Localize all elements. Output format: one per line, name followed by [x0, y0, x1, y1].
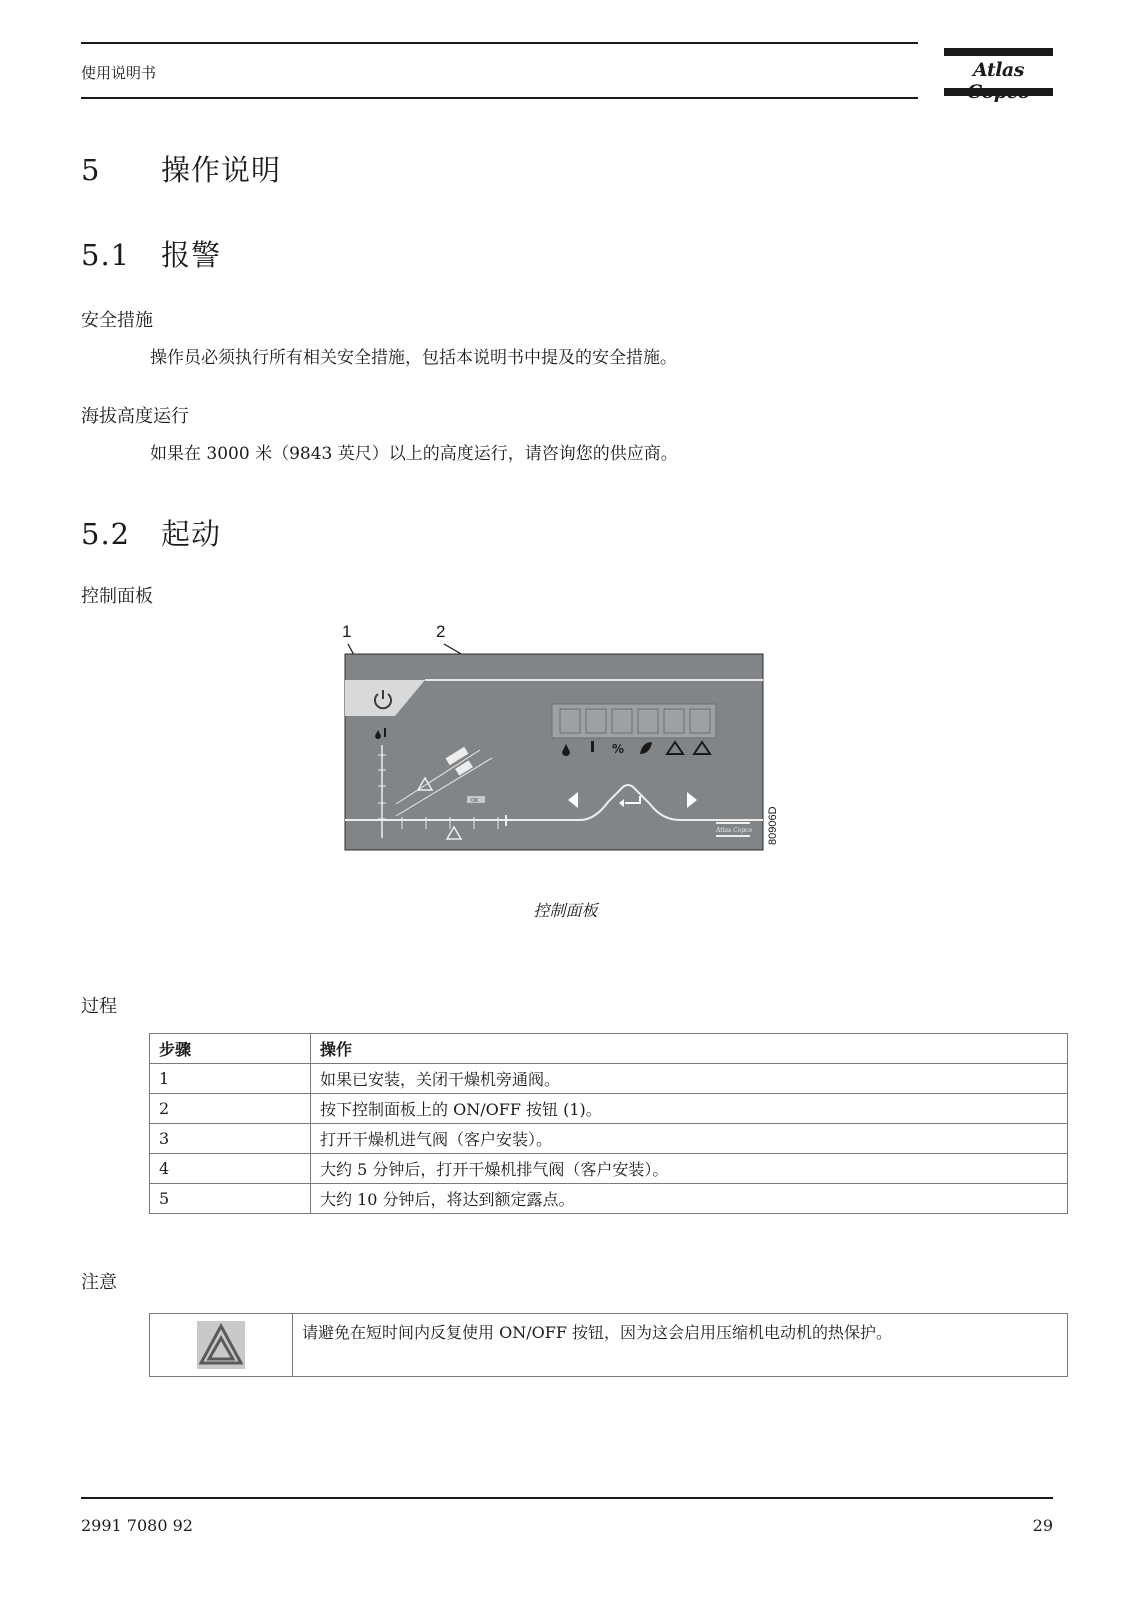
- panel-brand-bar-top: [716, 822, 750, 824]
- table-row: [150, 1094, 1068, 1124]
- action-cell: 大约 5 分钟后，打开干燥机排气阀（客户安装）。: [311, 1154, 1068, 1184]
- header-bottom-rule: [81, 97, 918, 99]
- panel-brand: Atlas Copco: [716, 827, 753, 834]
- header-doc-title: 使用说明书: [81, 64, 157, 82]
- altitude-text: 如果在 3000 米（9843 英尺）以上的高度运行，请咨询您的供应商。: [150, 444, 678, 464]
- table-row: [150, 1064, 1068, 1094]
- step-cell: 2: [150, 1094, 311, 1124]
- procedure-table: [149, 1033, 1068, 1214]
- section-title: 起动: [161, 517, 222, 551]
- atlas-copco-logo: [944, 48, 1053, 100]
- section-number: 5: [81, 153, 101, 187]
- section-number: 5.1: [81, 238, 131, 272]
- altitude-heading: 海拔高度运行: [81, 406, 189, 427]
- table-header-row: [150, 1034, 1068, 1064]
- humidity-icon: %: [612, 742, 625, 756]
- control-panel-heading: 控制面板: [81, 586, 153, 607]
- footer-page-number: 29: [1032, 1516, 1053, 1535]
- section-number: 5.2: [81, 517, 131, 551]
- section-5-2-heading: [81, 512, 221, 553]
- logo-text: Atlas: [973, 59, 1024, 81]
- thermometer-icon: [591, 741, 594, 752]
- control-panel-figure: [340, 620, 800, 870]
- safety-heading: 安全措施: [81, 310, 153, 331]
- step-cell: 4: [150, 1154, 311, 1184]
- figure-code: 80906D: [767, 806, 779, 845]
- panel-brand-bar-bottom: [716, 835, 750, 837]
- note-text: 请避免在短时间内反复使用 ON/OFF 按钮，因为这会启用压缩机电动机的热保护。: [293, 1314, 1068, 1377]
- procedure-heading: 过程: [81, 996, 117, 1017]
- note-row: [150, 1314, 1068, 1377]
- action-cell: 按下控制面板上的 ON/OFF 按钮 (1)。: [311, 1094, 1068, 1124]
- safety-text: 操作员必须执行所有相关安全措施，包括本说明书中提及的安全措施。: [150, 348, 677, 368]
- col-step-header: 步骤: [150, 1034, 311, 1064]
- footer-rule: [81, 1497, 1053, 1499]
- step-cell: 5: [150, 1184, 311, 1214]
- note-heading: 注意: [81, 1272, 117, 1293]
- col-action-header: 操作: [311, 1034, 1068, 1064]
- note-icon-cell: [150, 1314, 293, 1377]
- ok-label: OK: [471, 798, 479, 804]
- header-top-rule: [81, 42, 918, 44]
- table-row: [150, 1124, 1068, 1154]
- section-5-1-heading: [81, 233, 221, 274]
- action-cell: 打开干燥机进气阀（客户安装）。: [311, 1124, 1068, 1154]
- step-cell: 1: [150, 1064, 311, 1094]
- section-5-heading: [81, 148, 281, 189]
- section-title: 操作说明: [161, 153, 282, 187]
- callout-1: 1: [342, 622, 352, 641]
- table-row: [150, 1154, 1068, 1184]
- figure-caption: 控制面板: [533, 901, 598, 920]
- warning-triangle-icon: [197, 1321, 245, 1369]
- axis-thermometer-icon: [505, 815, 507, 826]
- note-table: [149, 1313, 1068, 1377]
- action-cell: 如果已安装，关闭干燥机旁通阀。: [311, 1064, 1068, 1094]
- thermometer-small-icon: [384, 728, 386, 737]
- section-title: 报警: [161, 238, 222, 272]
- action-cell: 大约 10 分钟后，将达到额定露点。: [311, 1184, 1068, 1214]
- table-row: [150, 1184, 1068, 1214]
- step-cell: 3: [150, 1124, 311, 1154]
- callout-2: 2: [436, 622, 446, 641]
- footer-doc-number: 2991 7080 92: [81, 1516, 193, 1535]
